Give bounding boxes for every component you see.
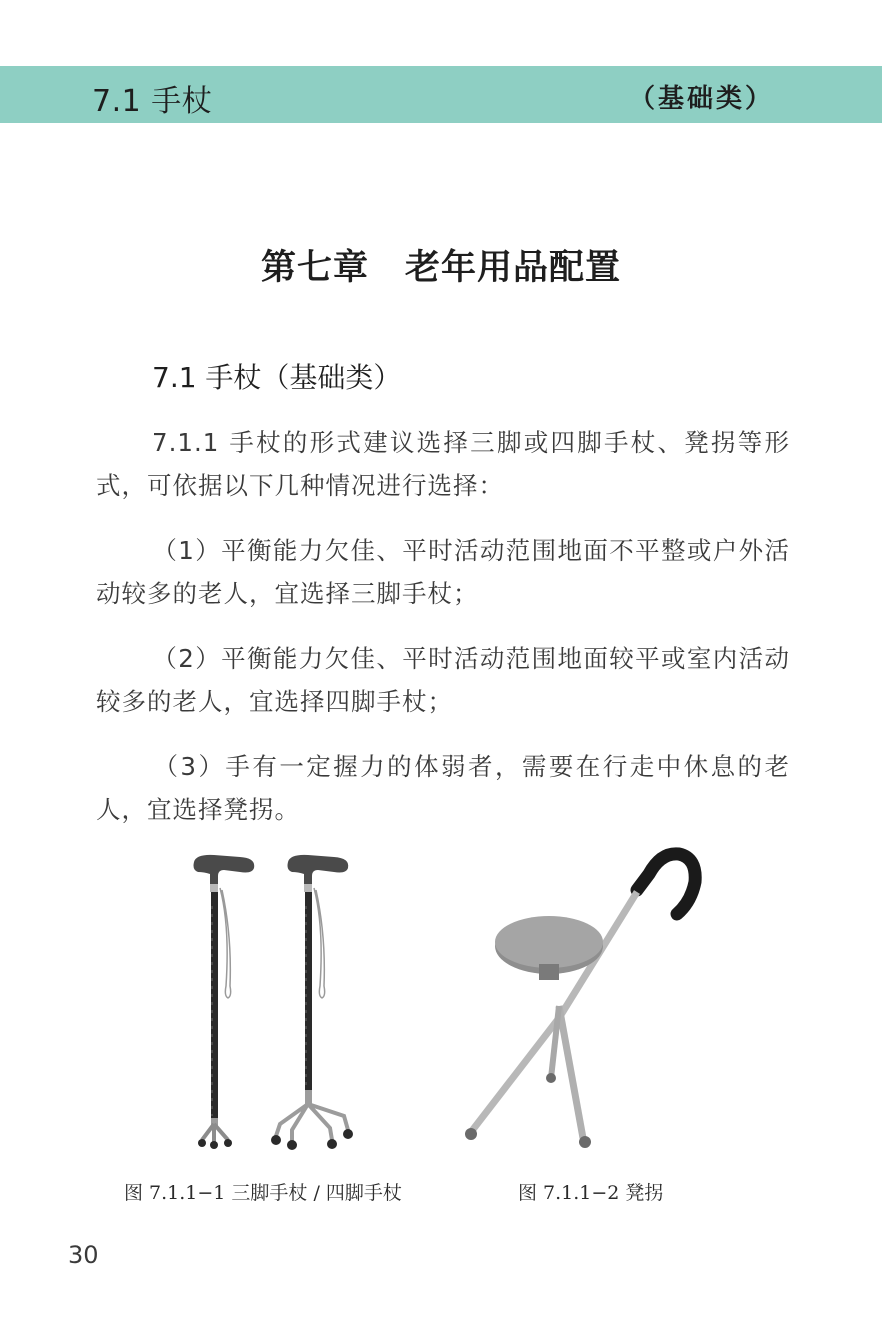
paragraph-item-3 (96, 745, 790, 831)
chapter-title: 第七章 老年用品配置 (260, 248, 621, 288)
paragraph-intro (96, 421, 790, 507)
header-title: 7.1 手杖 (92, 84, 213, 119)
paragraph-item-2 (96, 637, 790, 723)
paragraph-text: （1）平衡能力欠佳、平时活动范围地面不平整或户外活动较多的老人，宜选择三脚手杖； (96, 536, 790, 608)
tripod-cane-illustration (194, 855, 255, 1149)
header-category-tag: （基础类） (628, 84, 774, 114)
section-title: 7.1 手杖（基础类） (152, 361, 402, 394)
paragraph-text: （2）平衡能力欠佳、平时活动范围地面较平或室内活动较多的老人，宜选择四脚手杖； (96, 644, 790, 716)
paragraph-text: 7.1.1 手杖的形式建议选择三脚或四脚手杖、凳拐等形式，可依据以下几种情况进行选择： (96, 428, 790, 500)
cane-stool-photo (455, 846, 720, 1156)
paragraph-item-1 (96, 529, 790, 615)
figure-caption: 图 7.1.1−2 凳拐 (518, 1182, 664, 1204)
paragraph-text: （3）手有一定握力的体弱者，需要在行走中休息的老人，宜选择凳拐。 (96, 752, 790, 824)
tripod-and-quad-cane-photo (180, 846, 370, 1156)
quad-cane-illustration (271, 855, 353, 1150)
page-number: 30 (68, 1241, 99, 1269)
figure-caption: 图 7.1.1−1 三脚手杖 / 四脚手杖 (124, 1182, 402, 1204)
